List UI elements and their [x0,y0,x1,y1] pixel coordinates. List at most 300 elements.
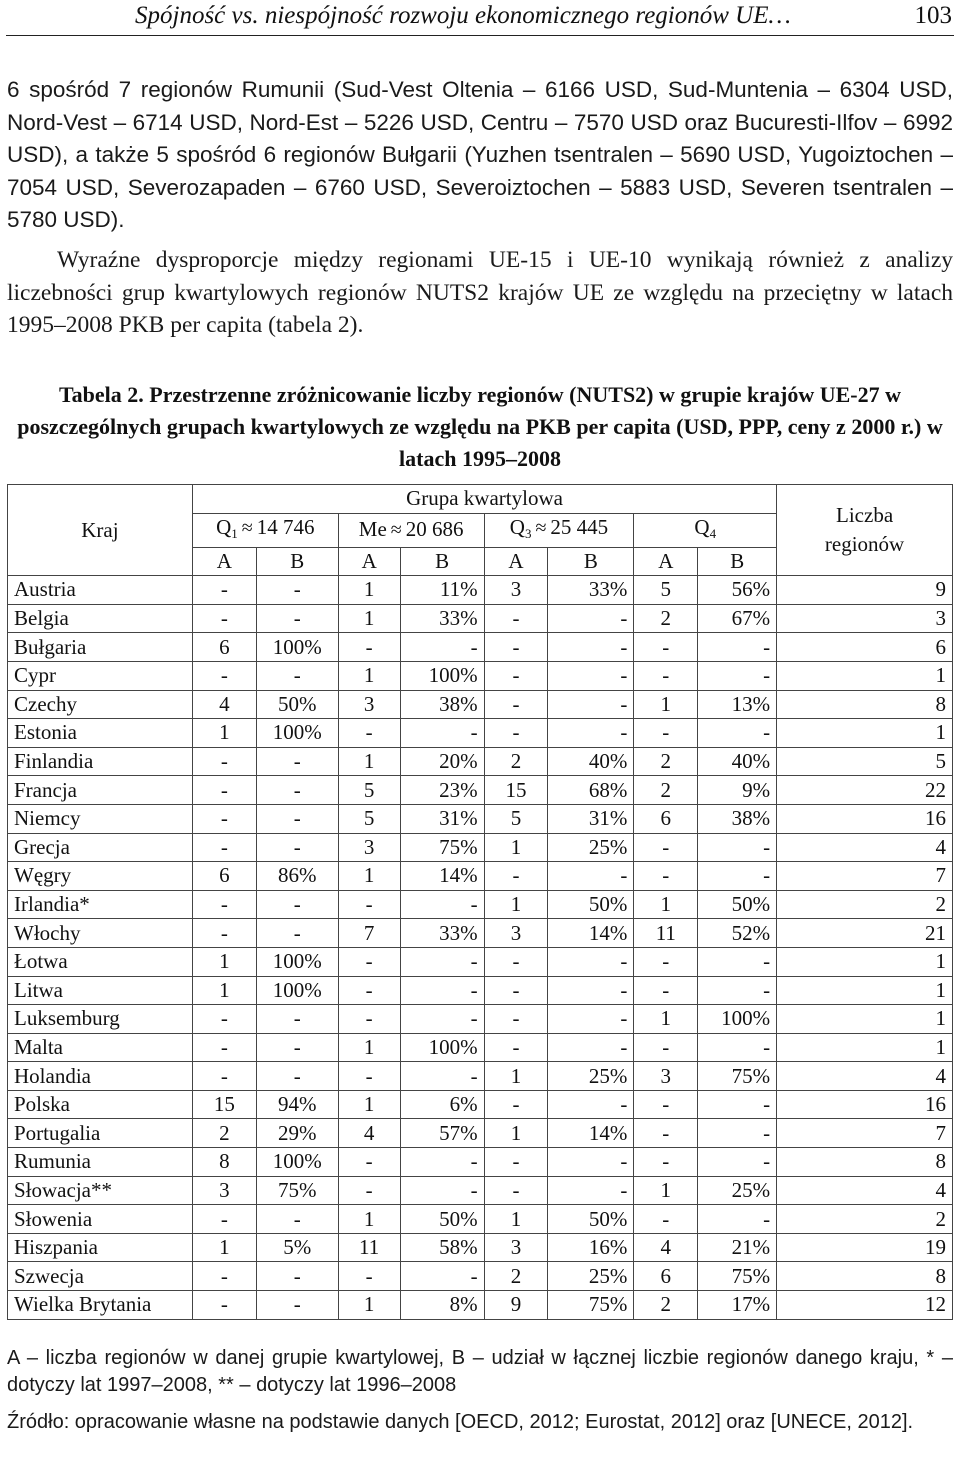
cell-q4b: 100% [698,1005,777,1034]
cell-q1a: 15 [192,1090,256,1119]
cell-q1b: - [256,1062,338,1091]
header-a: A [484,547,548,576]
cell-q3b: - [548,1176,634,1205]
cell-kraj: Czechy [8,690,193,719]
cell-kraj: Rumunia [8,1148,193,1177]
cell-q4a: - [634,1148,698,1177]
approx-symbol: ≈ [241,516,253,539]
q1-sub: 1 [231,525,238,541]
table-row [8,661,953,690]
cell-meb: 11% [400,576,484,605]
cell-mea: 1 [338,576,400,605]
table-row [8,776,953,805]
header-b: B [256,547,338,576]
cell-mea: 1 [338,862,400,891]
paragraph-2 [7,244,953,342]
cell-mea: 4 [338,1119,400,1148]
cell-q3a: 1 [484,833,548,862]
cell-q4b: - [698,633,777,662]
cell-mea: - [338,947,400,976]
cell-q3b: 14% [548,919,634,948]
cell-q1a: 1 [192,719,256,748]
header-me [338,513,484,547]
cell-q4a: - [634,1033,698,1062]
cell-liczba: 16 [777,1090,953,1119]
table-caption: Tabela 2. Przestrzenne zróżnicowanie liczby regionów (NUTS2) w grupie krajów UE-27 w poszczególnych grupach kwartylowych ze względu na PKB per capita (USD, PPP, ceny z 2000 r.) w latach 1995–2008 [17,382,943,471]
cell-meb: 6% [400,1090,484,1119]
header-a: A [338,547,400,576]
header-q1 [192,513,338,547]
cell-q1b: - [256,604,338,633]
cell-q4b: 75% [698,1062,777,1091]
cell-q3b: - [548,661,634,690]
q4-sub: 4 [709,525,717,541]
cell-q4b: 21% [698,1233,777,1262]
table-row [8,1062,953,1091]
cell-q3a: - [484,1033,548,1062]
cell-q1a: 3 [192,1176,256,1205]
cell-q1b: - [256,747,338,776]
table-row [8,1033,953,1062]
cell-liczba: 21 [777,919,953,948]
cell-q3b: - [548,604,634,633]
cell-liczba: 12 [777,1291,953,1320]
cell-liczba: 8 [777,690,953,719]
cell-meb: - [400,633,484,662]
cell-kraj: Polska [8,1090,193,1119]
cell-q1b: 100% [256,719,338,748]
cell-q1a: - [192,747,256,776]
q3-label: Q [509,514,525,539]
table-row [8,804,953,833]
table-row [8,1005,953,1034]
me-label: Me [358,517,387,542]
cell-mea: 5 [338,804,400,833]
table-row [8,604,953,633]
cell-q1b: - [256,833,338,862]
cell-meb: 58% [400,1233,484,1262]
cell-q1b: - [256,1005,338,1034]
cell-liczba: 4 [777,1062,953,1091]
data-table [7,484,953,1320]
table-row [8,576,953,605]
cell-q1b: 94% [256,1090,338,1119]
table-row [8,1233,953,1262]
cell-q4a: 2 [634,604,698,633]
approx-symbol: ≈ [390,519,402,542]
cell-mea: 1 [338,1291,400,1320]
cell-liczba: 1 [777,1033,953,1062]
cell-q4a: - [634,1119,698,1148]
cell-q4b: - [698,1033,777,1062]
table-row [8,976,953,1005]
page-number: 103 [914,2,952,29]
cell-q1a: - [192,1291,256,1320]
cell-q1b: - [256,576,338,605]
cell-meb: - [400,976,484,1005]
cell-liczba: 1 [777,1005,953,1034]
cell-q4a: 11 [634,919,698,948]
cell-kraj: Włochy [8,919,193,948]
cell-q3a: 9 [484,1291,548,1320]
cell-q1b: 29% [256,1119,338,1148]
cell-q3a: 3 [484,1233,548,1262]
cell-kraj: Słowacja** [8,1176,193,1205]
cell-q3a: 3 [484,576,548,605]
cell-q3b: - [548,947,634,976]
cell-meb: 33% [400,919,484,948]
cell-q4a: - [634,719,698,748]
cell-q3b: - [548,976,634,1005]
cell-q4b: - [698,947,777,976]
table-row [8,747,953,776]
cell-q1b: - [256,804,338,833]
cell-q1b: - [256,919,338,948]
cell-meb: 8% [400,1291,484,1320]
cell-q1b: - [256,1033,338,1062]
q1-value: 14 746 [256,514,315,539]
cell-q3a: - [484,1090,548,1119]
cell-q3a: 1 [484,1119,548,1148]
cell-q1a: - [192,919,256,948]
page-header [0,0,960,38]
cell-liczba: 4 [777,833,953,862]
cell-q4b: 17% [698,1291,777,1320]
cell-kraj: Portugalia [8,1119,193,1148]
me-value: 20 686 [405,517,464,542]
cell-q3b: 50% [548,1205,634,1234]
cell-kraj: Litwa [8,976,193,1005]
cell-q3a: 15 [484,776,548,805]
header-liczba-text: Liczba regionów [824,503,905,557]
header-a: A [192,547,256,576]
cell-q3a: - [484,690,548,719]
cell-mea: - [338,890,400,919]
cell-q1a: 1 [192,976,256,1005]
cell-q4b: - [698,976,777,1005]
cell-liczba: 2 [777,1205,953,1234]
cell-mea: 1 [338,1033,400,1062]
cell-q3b: 25% [548,1062,634,1091]
cell-q1a: - [192,1205,256,1234]
cell-q4b: - [698,719,777,748]
cell-q1b: 86% [256,862,338,891]
cell-mea: 5 [338,776,400,805]
cell-q3b: 16% [548,1233,634,1262]
cell-q3a: - [484,661,548,690]
cell-kraj: Finlandia [8,747,193,776]
table-row [8,719,953,748]
cell-q4a: - [634,633,698,662]
table-row [8,1291,953,1320]
cell-meb: 38% [400,690,484,719]
running-title: Spójność vs. niespójność rozwoju ekonomicznego regionów UE… [135,2,791,29]
cell-mea: 1 [338,1090,400,1119]
cell-mea: - [338,976,400,1005]
cell-mea: - [338,1005,400,1034]
cell-q3a: - [484,1005,548,1034]
cell-q1a: 4 [192,690,256,719]
cell-q4b: 52% [698,919,777,948]
cell-q4a: - [634,661,698,690]
cell-meb: - [400,719,484,748]
cell-q3a: - [484,633,548,662]
cell-q1a: 8 [192,1148,256,1177]
cell-q4b: - [698,1090,777,1119]
cell-q1a: 1 [192,1233,256,1262]
cell-liczba: 22 [777,776,953,805]
cell-mea: 3 [338,690,400,719]
cell-q3a: 1 [484,1062,548,1091]
cell-meb: 33% [400,604,484,633]
cell-liczba: 8 [777,1262,953,1291]
cell-q3b: - [548,633,634,662]
cell-q3a: 2 [484,747,548,776]
cell-q1b: 100% [256,633,338,662]
header-row-1 [8,485,953,514]
cell-q1a: - [192,604,256,633]
cell-q3a: 1 [484,890,548,919]
cell-meb: 31% [400,804,484,833]
cell-q1b: - [256,1291,338,1320]
cell-q4a: - [634,833,698,862]
cell-q4b: 13% [698,690,777,719]
cell-liczba: 7 [777,862,953,891]
cell-liczba: 5 [777,747,953,776]
header-q3 [484,513,634,547]
cell-q3a: 2 [484,1262,548,1291]
cell-q1a: - [192,1062,256,1091]
cell-q4a: 3 [634,1062,698,1091]
table-row [8,1119,953,1148]
table-row [8,690,953,719]
cell-meb: 75% [400,833,484,862]
cell-kraj: Estonia [8,719,193,748]
cell-q1a: - [192,833,256,862]
cell-kraj: Łotwa [8,947,193,976]
cell-liczba: 2 [777,890,953,919]
cell-q4b: 67% [698,604,777,633]
cell-kraj: Francja [8,776,193,805]
cell-q4a: 5 [634,576,698,605]
cell-liczba: 8 [777,1148,953,1177]
cell-q4a: 4 [634,1233,698,1262]
q3-value: 25 445 [550,514,609,539]
cell-q1a: 6 [192,862,256,891]
cell-q3b: - [548,1090,634,1119]
cell-q4a: 6 [634,1262,698,1291]
table-row [8,1148,953,1177]
cell-q4b: - [698,1148,777,1177]
cell-q1b: 100% [256,947,338,976]
table-row [8,890,953,919]
cell-kraj: Austria [8,576,193,605]
cell-q1b: 100% [256,1148,338,1177]
table-row [8,1262,953,1291]
cell-q4b: 56% [698,576,777,605]
cell-meb: - [400,890,484,919]
cell-q4a: 1 [634,690,698,719]
cell-q4b: 38% [698,804,777,833]
cell-q4a: - [634,1090,698,1119]
cell-q3b: - [548,1033,634,1062]
cell-kraj: Belgia [8,604,193,633]
cell-kraj: Szwecja [8,1262,193,1291]
cell-q3a: 5 [484,804,548,833]
cell-mea: - [338,1062,400,1091]
cell-q4a: - [634,976,698,1005]
header-b: B [548,547,634,576]
cell-q1b: - [256,661,338,690]
header-rule [6,35,954,36]
cell-q1a: - [192,890,256,919]
cell-q4a: 1 [634,890,698,919]
cell-q3a: - [484,604,548,633]
cell-mea: - [338,1148,400,1177]
cell-q4a: - [634,947,698,976]
cell-q4a: 1 [634,1176,698,1205]
header-b: B [698,547,777,576]
cell-q3a: 3 [484,919,548,948]
cell-meb: 100% [400,661,484,690]
cell-q1b: 50% [256,690,338,719]
cell-q1a: - [192,661,256,690]
cell-q4b: - [698,862,777,891]
header-grupa-kwartylowa: Grupa kwartylowa [192,485,776,514]
cell-meb: - [400,1262,484,1291]
cell-q3a: - [484,719,548,748]
cell-mea: 1 [338,661,400,690]
cell-q1a: 1 [192,947,256,976]
cell-q1a: - [192,1262,256,1291]
cell-q3b: - [548,719,634,748]
cell-liczba: 1 [777,661,953,690]
cell-mea: 3 [338,833,400,862]
cell-liczba: 7 [777,1119,953,1148]
cell-meb: - [400,947,484,976]
cell-q1b: - [256,1262,338,1291]
cell-q4a: 6 [634,804,698,833]
cell-q3a: - [484,976,548,1005]
cell-q4b: 25% [698,1176,777,1205]
cell-liczba: 1 [777,947,953,976]
cell-q1a: - [192,1005,256,1034]
cell-q4b: - [698,1205,777,1234]
cell-meb: - [400,1005,484,1034]
cell-meb: 100% [400,1033,484,1062]
cell-q3b: - [548,690,634,719]
cell-q3a: - [484,1148,548,1177]
cell-liczba: 4 [777,1176,953,1205]
table-row [8,1205,953,1234]
cell-q4a: 2 [634,747,698,776]
cell-q3b: 25% [548,1262,634,1291]
cell-mea: 11 [338,1233,400,1262]
table-row [8,1090,953,1119]
header-a: A [634,547,698,576]
cell-kraj: Hiszpania [8,1233,193,1262]
cell-q4b: - [698,833,777,862]
cell-q4b: 9% [698,776,777,805]
cell-meb: - [400,1062,484,1091]
cell-mea: 7 [338,919,400,948]
cell-mea: - [338,719,400,748]
cell-kraj: Słowenia [8,1205,193,1234]
cell-q3b: - [548,1005,634,1034]
cell-meb: 20% [400,747,484,776]
cell-kraj: Holandia [8,1062,193,1091]
cell-kraj: Węgry [8,862,193,891]
table-row [8,947,953,976]
header-kraj: Kraj [8,485,193,576]
table-row [8,919,953,948]
q3-sub: 3 [524,525,532,541]
cell-q3b: 50% [548,890,634,919]
cell-q3b: 68% [548,776,634,805]
cell-kraj: Irlandia* [8,890,193,919]
cell-q4b: 50% [698,890,777,919]
cell-kraj: Wielka Brytania [8,1291,193,1320]
footnote-legend: A – liczba regionów w danej grupie kwartylowej, B – udział w łącznej liczbie regionów danego kraju, * – dotyczy lat 1997–2008, ** – dotyczy lat 1996–2008 [7,1347,953,1396]
cell-q1b: - [256,890,338,919]
cell-liczba: 6 [777,633,953,662]
cell-liczba: 1 [777,976,953,1005]
table-body [8,576,953,1319]
q1-label: Q [216,514,232,539]
cell-q4a: 1 [634,1005,698,1034]
header-liczba-regionow [777,485,953,576]
cell-q1a: - [192,576,256,605]
cell-kraj: Malta [8,1033,193,1062]
cell-kraj: Cypr [8,661,193,690]
cell-meb: 23% [400,776,484,805]
cell-mea: - [338,633,400,662]
cell-kraj: Niemcy [8,804,193,833]
cell-liczba: 19 [777,1233,953,1262]
cell-q3b: 25% [548,833,634,862]
cell-q3b: - [548,862,634,891]
cell-mea: 1 [338,747,400,776]
cell-q4a: - [634,862,698,891]
cell-q3a: - [484,947,548,976]
header-q4 [634,513,777,547]
header-b: B [400,547,484,576]
cell-liczba: 3 [777,604,953,633]
table-row [8,862,953,891]
cell-q3b: 14% [548,1119,634,1148]
paragraph-2-text: Wyraźne dysproporcje między regionami UE-15 i UE-10 wynikają również z analizy liczebności grup kwartylowych regionów NUTS2 krajów UE ze względu na przeciętny w latach 1995–2008 PKB per capita (tabela 2). [7,247,953,338]
cell-liczba: 16 [777,804,953,833]
cell-mea: - [338,1176,400,1205]
cell-q1a: - [192,804,256,833]
cell-q1b: 5% [256,1233,338,1262]
cell-meb: 57% [400,1119,484,1148]
cell-q1a: 2 [192,1119,256,1148]
cell-kraj: Grecja [8,833,193,862]
cell-q4b: 75% [698,1262,777,1291]
cell-q3b: 75% [548,1291,634,1320]
cell-q1b: - [256,1205,338,1234]
cell-q4b: 40% [698,747,777,776]
cell-q3b: - [548,1148,634,1177]
table-row [8,633,953,662]
cell-q3b: 31% [548,804,634,833]
cell-q1b: 75% [256,1176,338,1205]
cell-liczba: 1 [777,719,953,748]
cell-mea: - [338,1262,400,1291]
cell-liczba: 9 [777,576,953,605]
cell-q3a: - [484,862,548,891]
